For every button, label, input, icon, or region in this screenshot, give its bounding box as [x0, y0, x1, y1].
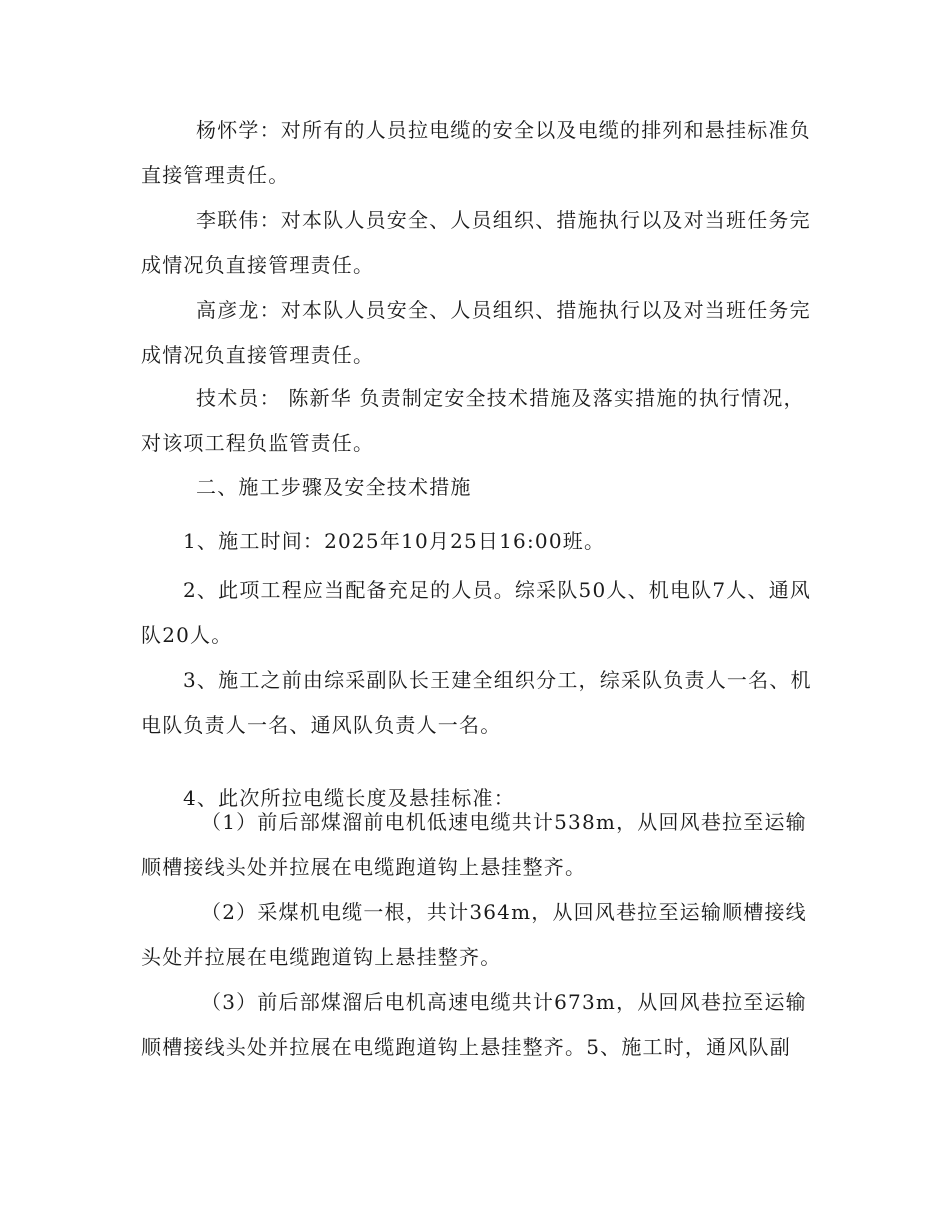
paragraph-item-4-cable-standard: 4、此次所拉电缆长度及悬挂标准： [183, 786, 515, 810]
paragraph-subitem-3: （3）前后部煤溜后电机高速电缆共计673m，从回风巷拉至运输顺槽接线头处并拉展在电缆跑道钩上悬挂整齐。5、施工时，通风队副 [141, 990, 807, 1059]
section-heading-steps: 二、施工步骤及安全技术措施 [196, 475, 472, 499]
paragraph-subitem-1: （1）前后部煤溜前电机低速电缆共计538m，从回风巷拉至运输顺槽接线头处并拉展在电缆跑道钩上悬挂整齐。 [141, 810, 807, 879]
paragraph-technician: 技术员： 陈新华 负责制定安全技术措施及落实措施的执行情况，对该项工程负监管责任。 [141, 386, 805, 455]
paragraph-item-2-staffing: 2、此项工程应当配备充足的人员。综采队50人、机电队7人、通风队20人。 [141, 578, 812, 647]
paragraph-subitem-2: （2）采煤机电缆一根，共计364m，从回风巷拉至运输顺槽接线头处并拉展在电缆跑道钩上悬挂整齐。 [141, 900, 807, 969]
paragraph-yang-huaixue: 杨怀学：对所有的人员拉电缆的安全以及电缆的排列和悬挂标准负直接管理责任。 [141, 118, 811, 187]
paragraph-gao-yanlong: 高彦龙：对本队人员安全、人员组织、措施执行以及对当班任务完成情况负直接管理责任。 [141, 298, 811, 367]
paragraph-item-1-time: 1、施工时间：2025年10月25日16:00班。 [183, 529, 606, 553]
paragraph-li-lianwei: 李联伟：对本队人员安全、人员组织、措施执行以及对当班任务完成情况负直接管理责任。 [141, 208, 811, 277]
paragraph-item-3-organization: 3、施工之前由综采副队长王建全组织分工，综采队负责人一名、机电队负责人一名、通风队负责人一名。 [141, 668, 812, 737]
